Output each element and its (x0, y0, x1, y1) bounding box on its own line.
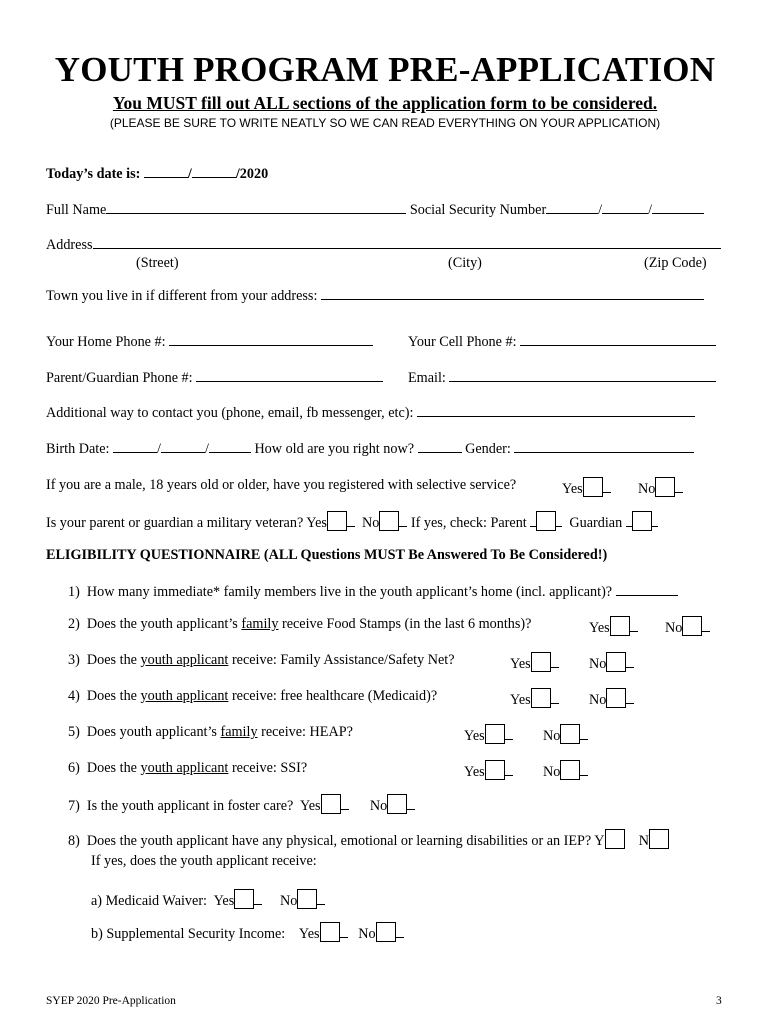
question-number: 3) (68, 652, 80, 668)
town-label: Town you live in if different from your address: (46, 288, 318, 304)
underline (341, 797, 349, 810)
page-title: YOUTH PROGRAM PRE-APPLICATION (54, 50, 716, 89)
question-4-text: Does the (86, 688, 141, 704)
additional-contact-label: Additional way to contact you (phone, email, fb messenger, etc): (46, 405, 414, 421)
underline (702, 619, 710, 632)
selective-service-no-checkbox[interactable] (655, 477, 675, 497)
question-number: 2) (68, 616, 80, 632)
town-field[interactable] (321, 287, 704, 300)
footer-left: SYEP 2020 Pre-Application (46, 995, 176, 1007)
question-8-text: Does the youth applicant have any physical, emotional or learning disabilities or an IEP? (86, 833, 592, 849)
full-name-label: Full Name (46, 202, 107, 218)
underline (652, 514, 658, 527)
question-3-yes (510, 652, 559, 673)
yes-label: Yes (510, 692, 531, 708)
question-8b-no-checkbox[interactable] (376, 922, 396, 942)
veteran-question: Is your parent or guardian a military veteran? (46, 515, 304, 531)
full-name-field[interactable] (106, 201, 406, 214)
town-row (46, 287, 704, 305)
veteran-parent-checkbox[interactable] (536, 511, 556, 531)
underline (505, 727, 513, 740)
underline (551, 655, 559, 668)
yes-label: Yes (589, 620, 610, 636)
age-field[interactable] (418, 440, 462, 453)
question-8b-text: b) Supplemental Security Income: (91, 926, 286, 942)
underline (340, 925, 348, 938)
date-row: Today’s date is: / /2020 (46, 166, 269, 182)
yes-label: Yes (562, 481, 583, 497)
underline (630, 619, 638, 632)
ssn-field-2[interactable] (602, 201, 648, 214)
selective-service-yes (562, 477, 611, 498)
address-city-caption: (City) (448, 255, 482, 271)
yes-label: Yes (213, 893, 235, 909)
ssn-label: Social Security Number (409, 202, 547, 218)
full-name-row: Full Name Social Security Number / / (46, 201, 704, 219)
question-4-text-end: receive: free healthcare (Medicaid)? (228, 688, 438, 704)
question-6-text: Does the (86, 760, 141, 776)
question-7-no-checkbox[interactable] (387, 794, 407, 814)
selective-service-no (638, 477, 683, 498)
ssn-field-3[interactable] (652, 201, 704, 214)
underline (407, 797, 415, 810)
question-7 (68, 794, 415, 815)
no-label: No (638, 481, 656, 497)
underline (396, 925, 404, 938)
veteran-guardian-checkbox[interactable] (632, 511, 652, 531)
email-label: Email: (408, 370, 446, 386)
ssn-field-1[interactable] (546, 201, 598, 214)
email-row (408, 369, 716, 387)
question-8a-no-checkbox[interactable] (297, 889, 317, 909)
no-label: No (589, 656, 607, 672)
question-5-yes (464, 724, 513, 745)
question-1 (68, 583, 678, 601)
date-year: /2020 (235, 166, 269, 182)
cell-phone-row (408, 333, 716, 351)
yes-label: Yes (464, 728, 485, 744)
underline (551, 691, 559, 704)
age-label: How old are you right now? (254, 441, 415, 457)
veteran-yes-checkbox[interactable] (327, 511, 347, 531)
underline (603, 480, 611, 493)
question-8-no-checkbox[interactable] (649, 829, 669, 849)
additional-contact-field[interactable] (417, 404, 695, 417)
question-3-yes-checkbox[interactable] (531, 652, 551, 672)
question-2-no-checkbox[interactable] (682, 616, 702, 636)
question-5 (68, 724, 353, 741)
birth-month-field[interactable] (113, 440, 157, 453)
underline (254, 892, 262, 905)
question-4-yes-checkbox[interactable] (531, 688, 551, 708)
birth-year-field[interactable] (209, 440, 251, 453)
question-number: 1) (68, 584, 80, 600)
question-1-field[interactable] (616, 583, 678, 596)
question-2-no (665, 616, 710, 637)
question-2 (68, 616, 531, 633)
veteran-no-checkbox[interactable] (379, 511, 399, 531)
underline (675, 480, 683, 493)
no-label: No (543, 728, 561, 744)
address-row (46, 236, 721, 254)
address-label: Address (46, 237, 93, 253)
address-field[interactable] (93, 236, 721, 249)
home-phone-field[interactable] (169, 333, 373, 346)
question-5-text: Does youth applicant’s (86, 724, 221, 740)
underline (580, 727, 588, 740)
veteran-row (46, 511, 658, 532)
underline (556, 514, 562, 527)
yes-label: Yes (306, 515, 327, 531)
no-label: No (665, 620, 683, 636)
no-label: No (362, 515, 380, 531)
birth-date-label: Birth Date: (46, 441, 110, 457)
question-3-no (589, 652, 634, 673)
date-day-field[interactable] (192, 165, 236, 178)
question-6-emphasis: youth applicant (140, 760, 229, 776)
question-8a-yes-checkbox[interactable] (234, 889, 254, 909)
question-6-no (543, 760, 588, 781)
question-5-no-checkbox[interactable] (560, 724, 580, 744)
question-2-emphasis: family (241, 616, 279, 632)
question-3-text: Does the (86, 652, 141, 668)
home-phone-label: Your Home Phone #: (46, 334, 166, 350)
no-label: No (358, 926, 376, 942)
question-8-followup: If yes, does the youth applicant receive: (91, 853, 317, 869)
no-label: No (279, 893, 298, 909)
veteran-if-yes-label: If yes, check: Parent (410, 515, 527, 531)
question-7-yes-checkbox[interactable] (321, 794, 341, 814)
y-label: Y (594, 833, 605, 849)
yes-label: Yes (464, 764, 485, 780)
page-number: 3 (716, 995, 722, 1007)
question-8a (91, 889, 325, 910)
question-5-emphasis: family (220, 724, 258, 740)
n-label: N (638, 833, 649, 849)
question-3-no-checkbox[interactable] (606, 652, 626, 672)
question-7-text: Is the youth applicant in foster care? (86, 798, 294, 814)
question-number: 6) (68, 760, 80, 776)
question-8b-yes-checkbox[interactable] (320, 922, 340, 942)
selective-service-yes-checkbox[interactable] (583, 477, 603, 497)
underline (580, 763, 588, 776)
yes-label: Yes (510, 656, 531, 672)
question-4-no (589, 688, 634, 709)
question-number: 4) (68, 688, 80, 704)
underline (399, 514, 407, 527)
gender-field[interactable] (514, 440, 694, 453)
selective-service-question: If you are a male, 18 years old or older, have you registered with selective service? (46, 477, 517, 493)
question-6-yes-checkbox[interactable] (485, 760, 505, 780)
yes-label: Yes (299, 798, 321, 814)
underline (347, 514, 355, 527)
question-3-text-end: receive: Family Assistance/Safety Net? (228, 652, 455, 668)
question-3 (68, 652, 455, 669)
question-8 (68, 829, 669, 850)
question-number: 7) (68, 798, 80, 814)
birth-day-field[interactable] (161, 440, 205, 453)
no-label: No (369, 798, 388, 814)
birth-row: Birth Date: / / How old are you right now? Gender: (46, 440, 694, 458)
question-4-yes (510, 688, 559, 709)
question-4-no-checkbox[interactable] (606, 688, 626, 708)
question-4-emphasis: youth applicant (140, 688, 229, 704)
question-5-no (543, 724, 588, 745)
parent-phone-row (46, 369, 383, 387)
no-label: No (589, 692, 607, 708)
question-6 (68, 760, 307, 777)
additional-contact-row (46, 404, 695, 422)
question-number: 5) (68, 724, 80, 740)
parent-phone-field[interactable] (196, 369, 383, 382)
date-month-field[interactable] (144, 165, 188, 178)
question-8-yes-checkbox[interactable] (605, 829, 625, 849)
question-5-text-end: receive: HEAP? (257, 724, 353, 740)
question-3-emphasis: youth applicant (140, 652, 229, 668)
question-2-yes (589, 616, 638, 637)
gender-label: Gender: (465, 441, 511, 457)
question-number: 8) (68, 833, 80, 849)
question-5-yes-checkbox[interactable] (485, 724, 505, 744)
question-8a-text: a) Medicaid Waiver: (91, 893, 207, 909)
cell-phone-field[interactable] (520, 333, 716, 346)
underline (626, 655, 634, 668)
question-2-text-end: receive Food Stamps (in the last 6 months)? (278, 616, 532, 632)
underline (626, 691, 634, 704)
underline (505, 763, 513, 776)
question-6-no-checkbox[interactable] (560, 760, 580, 780)
address-zip-caption: (Zip Code) (644, 255, 707, 271)
parent-phone-label: Parent/Guardian Phone #: (46, 370, 193, 386)
question-4 (68, 688, 437, 705)
address-street-caption: (Street) (136, 255, 179, 271)
veteran-guardian-label: Guardian (569, 515, 623, 531)
email-field[interactable] (449, 369, 716, 382)
question-6-yes (464, 760, 513, 781)
question-2-yes-checkbox[interactable] (610, 616, 630, 636)
instruction-note: (PLEASE BE SURE TO WRITE NEATLY SO WE CAN READ EVERYTHING ON YOUR APPLICATION) (109, 116, 661, 130)
question-8b (91, 922, 404, 943)
cell-phone-label: Your Cell Phone #: (408, 334, 517, 350)
instruction-subtitle: You MUST fill out ALL sections of the application form to be considered. (112, 93, 658, 113)
underline (317, 892, 325, 905)
no-label: No (543, 764, 561, 780)
yes-label: Yes (298, 926, 320, 942)
question-2-text: Does the youth applicant’s (86, 616, 242, 632)
home-phone-row (46, 333, 373, 351)
question-1-text: How many immediate* family members live in the youth applicant’s home (incl. applicant)? (86, 584, 613, 600)
question-6-text-end: receive: SSI? (228, 760, 308, 776)
date-label: Today’s date is: (46, 166, 141, 182)
eligibility-heading: ELIGIBILITY QUESTIONNAIRE (ALL Questions MUST Be Answered To Be Considered!) (46, 547, 608, 563)
